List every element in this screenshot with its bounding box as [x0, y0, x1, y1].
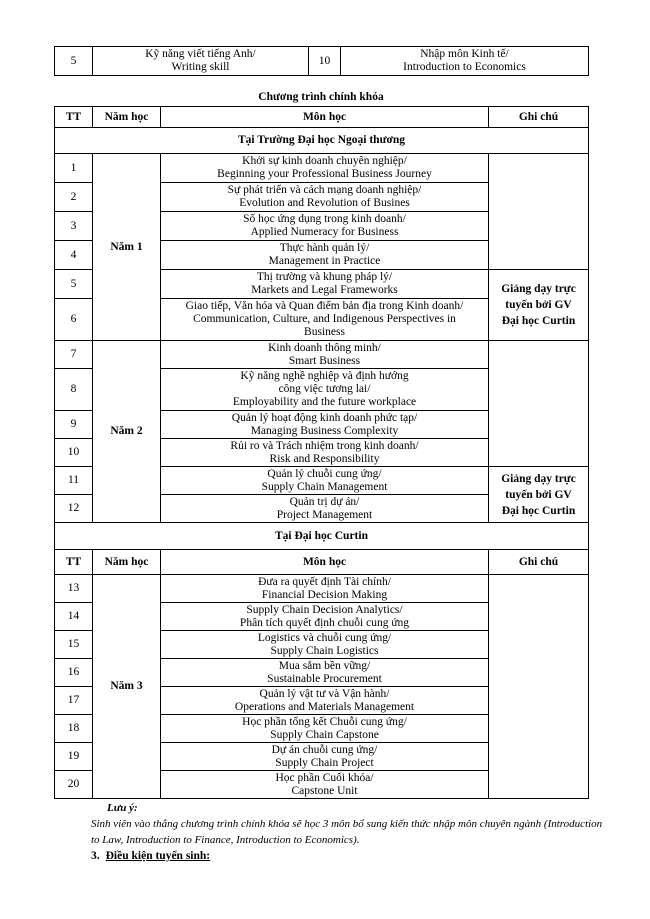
table-caption: Chương trình chính khóa [258, 91, 384, 103]
subject-en: Supply Chain Capstone [270, 728, 379, 741]
subject-en: Financial Decision Making [261, 588, 388, 601]
subject-en: Operations and Materials Management [234, 700, 415, 713]
subject-vn: Thực hành quản lý/ [279, 242, 370, 255]
header-row [55, 107, 589, 128]
table-row [55, 575, 589, 603]
subject-cell [161, 467, 489, 495]
subject-en: Employability and the future workplace [232, 395, 417, 408]
curriculum-table [54, 106, 589, 799]
subject-cell [161, 270, 489, 299]
row-number: 20 [55, 771, 93, 799]
subject-cell [161, 603, 489, 631]
subject-vn: Quản lý chuỗi cung ứng/ [267, 467, 382, 480]
section-row [55, 523, 589, 550]
subject-vn: Mua sắm bền vững/ [278, 659, 371, 672]
subject-cell [161, 771, 489, 799]
subject-vn: Sự phát triển và cách mạng doanh nghiệp/ [227, 184, 422, 197]
row-number: 5 [55, 270, 93, 299]
section-number: 3. [91, 850, 100, 862]
header-subject: Môn học [161, 550, 489, 575]
row-number: 19 [55, 743, 93, 771]
note-line: Giảng dạy trực [501, 472, 576, 485]
row-number: 6 [55, 299, 93, 341]
row-number: 17 [55, 687, 93, 715]
subject-cell [93, 47, 309, 76]
subject-en: Management in Practice [268, 255, 381, 267]
header-note: Ghi chú [489, 550, 589, 575]
subject-vn: Quản lý vật tư và Vận hành/ [259, 687, 390, 700]
subject-vn: Đưa ra quyết định Tài chính/ [258, 575, 391, 588]
row-number: 2 [55, 183, 93, 212]
note-cell [489, 341, 589, 467]
note-line: Đại học Curtin [501, 315, 576, 327]
note-label: Lưu ý: [107, 802, 138, 814]
subject-vn: Phân tích quyết định chuỗi cung ứng [239, 616, 410, 629]
row-number: 10 [309, 47, 341, 76]
subject-en: Applied Numeracy for Business [250, 226, 399, 238]
header-tt: TT [55, 107, 93, 128]
subject-vn: Quản trị dự án/ [289, 495, 360, 508]
subject-vn: Kỹ năng nghề nghiệp và định hướng [240, 370, 409, 383]
row-number: 14 [55, 603, 93, 631]
subject-en: Supply Chain Management [261, 480, 388, 493]
row-number: 3 [55, 212, 93, 241]
subject-en: Writing skill [171, 61, 230, 73]
subject-vn: Học phần Cuối khóa/ [275, 771, 374, 784]
subject-cell [161, 687, 489, 715]
subject-vn: Logistics và chuỗi cung ứng/ [257, 631, 392, 644]
subject-vn: công việc tương lai/ [278, 383, 371, 396]
subject-cell [161, 183, 489, 212]
subject-cell [161, 631, 489, 659]
year-cell: Năm 1 [93, 154, 161, 341]
subject-vn: Rủi ro và Trách nhiệm trong kinh doanh/ [230, 439, 419, 452]
subject-vn: Dự án chuỗi cung ứng/ [271, 743, 378, 756]
header-note: Ghi chú [489, 107, 589, 128]
row-number: 4 [55, 241, 93, 270]
subject-cell [161, 411, 489, 439]
header-tt: TT [55, 550, 93, 575]
subject-vn: Giao tiếp, Văn hóa và Quan điểm bản địa trong Kinh doanh/ [185, 300, 464, 313]
section-title: Điều kiện tuyển sinh: [105, 850, 211, 862]
subject-en: Managing Business Complexity [250, 424, 399, 437]
row-number: 13 [55, 575, 93, 603]
note-cell [489, 575, 589, 799]
section-ftu: Tại Trường Đại học Ngoại thương [55, 128, 589, 154]
row-number: 5 [55, 47, 93, 76]
subject-cell [161, 212, 489, 241]
subject-cell [161, 369, 489, 411]
subject-vn: Kỹ năng viết tiếng Anh/ [145, 48, 256, 61]
row-number: 11 [55, 467, 93, 495]
subject-en: Introduction to Economics [403, 61, 526, 73]
section-row [55, 128, 589, 154]
note-cell [489, 154, 589, 270]
row-number: 1 [55, 154, 93, 183]
note-text: Sinh viên vào thẳng chương trình chính khóa sẽ học 3 môn bổ sung kiến thức nhập môn chuyên ngành (Introduction to Law, Introduction to Finance, Introduction to Economics). [91, 818, 603, 846]
row-number: 15 [55, 631, 93, 659]
row-number: 16 [55, 659, 93, 687]
row-number: 8 [55, 369, 93, 411]
subject-en: Evolution and Revolution of Busines [239, 197, 410, 209]
subject-en: Markets and Legal Frameworks [251, 284, 398, 296]
row-number: 10 [55, 439, 93, 467]
subject-cell [161, 241, 489, 270]
subject-cell [161, 154, 489, 183]
subject-en: Capstone Unit [291, 784, 358, 797]
table-row [55, 341, 589, 369]
subject-en: Smart Business [288, 354, 361, 367]
subject-en: Supply Chain Project [275, 756, 374, 769]
header-row [55, 550, 589, 575]
section-curtin: Tại Đại học Curtin [55, 523, 589, 550]
subject-cell [161, 575, 489, 603]
row-number: 18 [55, 715, 93, 743]
subject-vn: Quản lý hoạt động kinh doanh phức tạp/ [231, 411, 418, 424]
subject-en: Business [304, 325, 345, 338]
subject-cell [161, 659, 489, 687]
subject-cell [161, 715, 489, 743]
subject-cell [161, 341, 489, 369]
note-cell [489, 467, 589, 523]
subject-vn: Học phần tổng kết Chuỗi cung ứng/ [242, 715, 407, 728]
foundation-table [54, 46, 589, 76]
row-number: 7 [55, 341, 93, 369]
subject-en: Risk and Responsibility [269, 452, 380, 465]
subject-en: Beginning your Professional Business Journey [217, 168, 432, 180]
subject-en: Supply Chain Decision Analytics/ [246, 603, 403, 616]
row-number: 12 [55, 495, 93, 523]
note-line: tuyến bởi GV [505, 488, 572, 501]
table-row [55, 47, 589, 76]
subject-vn: Nhập môn Kinh tế/ [420, 48, 509, 61]
subject-vn: Khởi sự kinh doanh chuyên nghiệp/ [242, 155, 407, 168]
note-line: tuyến bởi GV [505, 299, 572, 311]
note-cell [489, 270, 589, 341]
row-number: 9 [55, 411, 93, 439]
note-block [91, 800, 611, 848]
year-cell: Năm 2 [93, 341, 161, 523]
subject-cell [341, 47, 589, 76]
header-year: Năm học [93, 107, 161, 128]
note-line: Giảng dạy trực [501, 283, 576, 295]
subject-cell [161, 299, 489, 341]
subject-en: Sustainable Procurement [267, 672, 382, 685]
section-heading [91, 850, 210, 862]
table-row [55, 154, 589, 183]
subject-cell [161, 439, 489, 467]
subject-en: Communication, Culture, and Indigenous Perspectives in [193, 313, 456, 326]
subject-en: Project Management [276, 508, 373, 521]
header-subject: Môn học [161, 107, 489, 128]
note-line: Đại học Curtin [501, 504, 576, 517]
subject-vn: Thị trường và khung pháp lý/ [256, 271, 393, 284]
subject-vn: Kinh doanh thông minh/ [268, 341, 381, 354]
year-cell: Năm 3 [93, 575, 161, 799]
header-year: Năm học [93, 550, 161, 575]
subject-vn: Số học ứng dụng trong kinh doanh/ [243, 213, 406, 226]
subject-en: Supply Chain Logistics [270, 644, 379, 657]
subject-cell [161, 495, 489, 523]
subject-cell [161, 743, 489, 771]
